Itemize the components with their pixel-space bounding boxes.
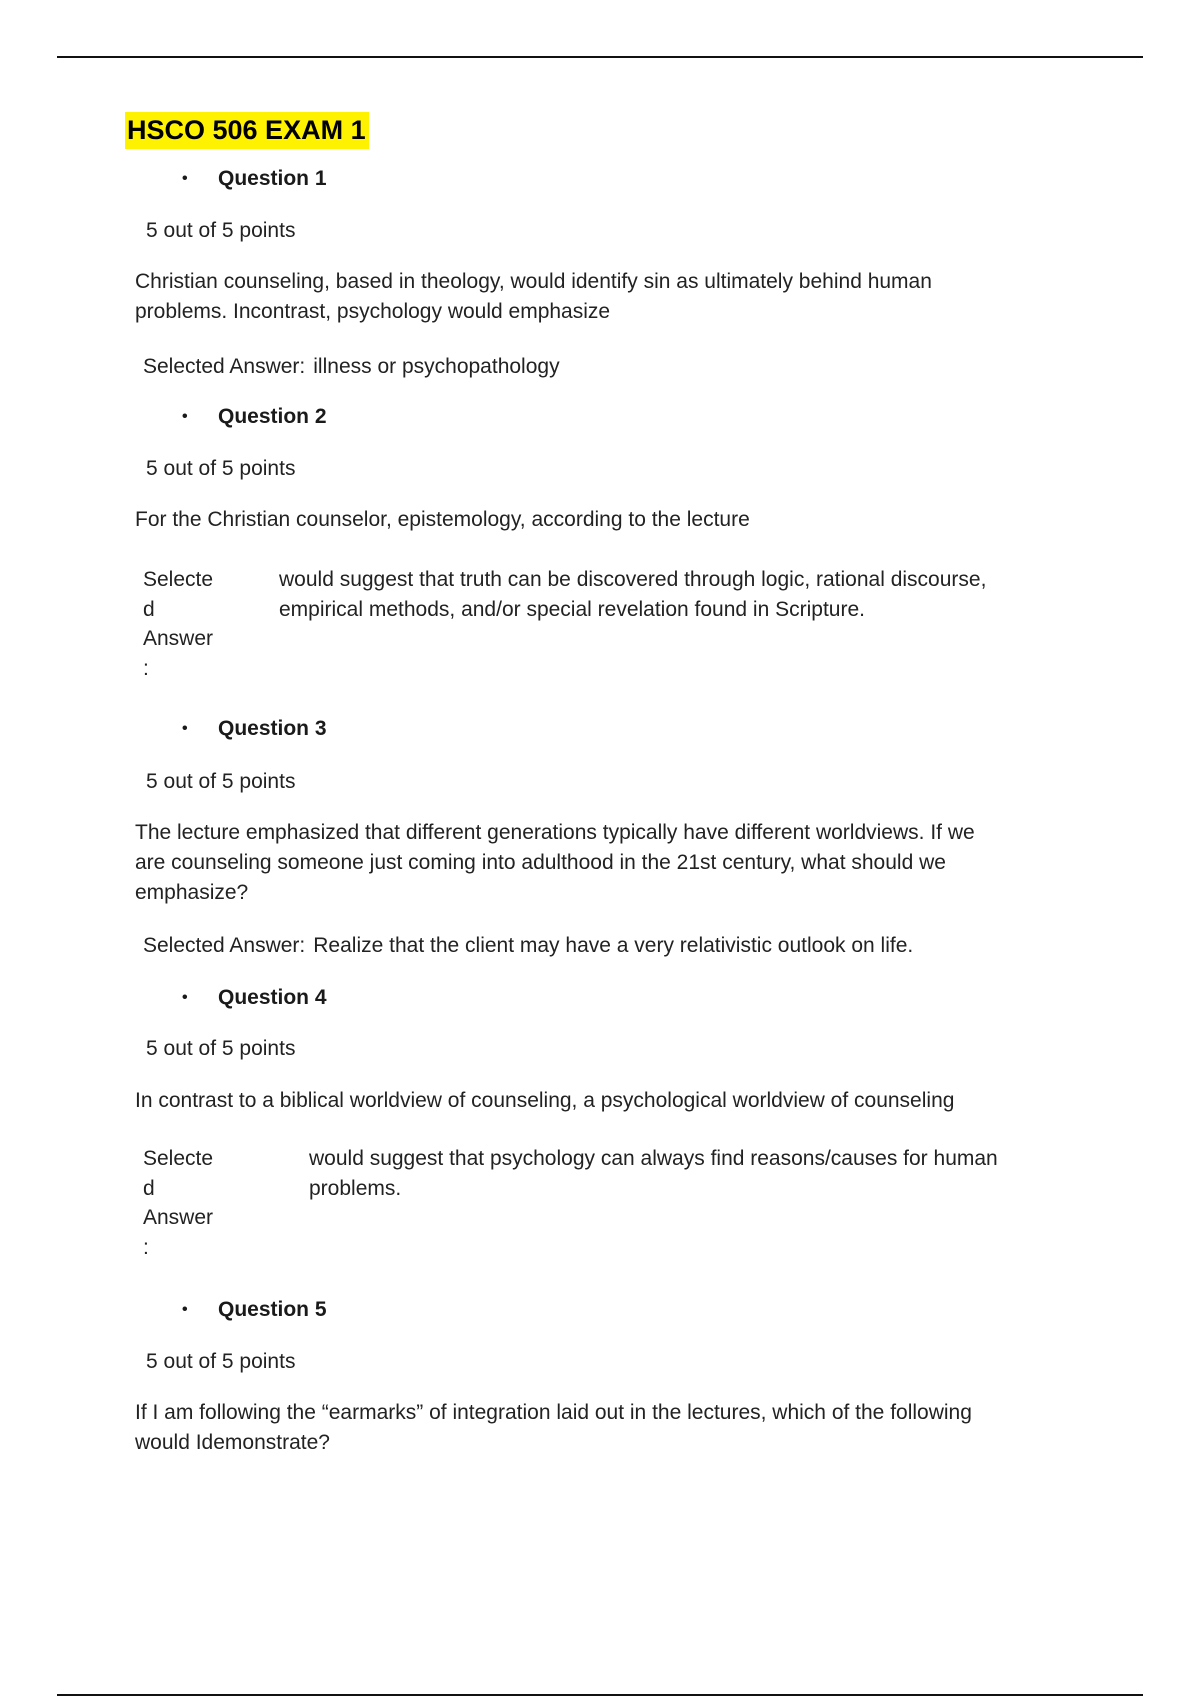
question-5-heading bbox=[182, 1297, 327, 1323]
prompt-line: If I am following the “earmarks” of integration laid out in the lectures, which of the following bbox=[135, 1401, 972, 1424]
selected-answer-label: Selected Answer: bbox=[143, 355, 306, 378]
bullet-icon: • bbox=[182, 1301, 188, 1318]
bullet-icon: • bbox=[182, 170, 188, 187]
question-2-selected-answer bbox=[143, 565, 1043, 685]
prompt-line: In contrast to a biblical worldview of counseling, a psychological worldview of counseling bbox=[135, 1089, 955, 1112]
question-3-prompt bbox=[135, 818, 1035, 908]
question-1-selected-answer bbox=[143, 354, 560, 380]
question-4-selected-answer bbox=[143, 1144, 1043, 1264]
selected-answer-label: Selecte d Answer : bbox=[143, 1147, 214, 1259]
question-5-prompt bbox=[135, 1398, 1035, 1458]
selected-answer-value: illness or psychopathology bbox=[313, 355, 560, 378]
question-1-points: 5 out of 5 points bbox=[146, 219, 296, 242]
top-rule bbox=[57, 56, 1143, 58]
question-5-points: 5 out of 5 points bbox=[146, 1350, 296, 1373]
question-3-heading bbox=[182, 716, 327, 742]
question-1-label: Question 1 bbox=[218, 167, 327, 190]
exam-title: HSCO 506 EXAM 1 bbox=[125, 112, 369, 149]
selected-answer-value: would suggest that truth can be discovered through logic, rational discourse, empirical methods, and/or special revelation found in Scripture. bbox=[279, 568, 987, 621]
question-2-prompt bbox=[135, 505, 1035, 535]
selected-answer-label: Selected Answer: bbox=[143, 934, 306, 957]
selected-answer-value: would suggest that psychology can always find reasons/causes for human problems. bbox=[309, 1147, 998, 1200]
prompt-line: The lecture emphasized that different generations typically have different worldviews. If we bbox=[135, 821, 975, 844]
question-2-label: Question 2 bbox=[218, 405, 327, 428]
prompt-line: would Idemonstrate? bbox=[135, 1431, 330, 1454]
prompt-line: problems. Incontrast, psychology would emphasize bbox=[135, 300, 611, 323]
question-1-heading bbox=[182, 166, 327, 192]
question-3-selected-answer bbox=[143, 933, 913, 959]
bullet-icon: • bbox=[182, 720, 188, 737]
selected-answer-value: Realize that the client may have a very relativistic outlook on life. bbox=[313, 934, 914, 957]
prompt-line: For the Christian counselor, epistemology, according to the lecture bbox=[135, 508, 750, 531]
question-1-prompt bbox=[135, 267, 1035, 327]
question-3-points: 5 out of 5 points bbox=[146, 770, 296, 793]
prompt-line: emphasize? bbox=[135, 881, 249, 904]
question-4-prompt bbox=[135, 1086, 1035, 1116]
question-4-label: Question 4 bbox=[218, 986, 327, 1009]
question-5-label: Question 5 bbox=[218, 1298, 327, 1321]
question-2-points: 5 out of 5 points bbox=[146, 457, 296, 480]
bottom-rule bbox=[57, 1694, 1143, 1696]
prompt-line: are counseling someone just coming into adulthood in the 21st century, what should we bbox=[135, 851, 946, 874]
selected-answer-label: Selecte d Answer : bbox=[143, 568, 214, 680]
question-4-heading bbox=[182, 985, 327, 1011]
question-2-heading bbox=[182, 404, 327, 430]
bullet-icon: • bbox=[182, 989, 188, 1006]
question-3-label: Question 3 bbox=[218, 717, 327, 740]
question-4-points: 5 out of 5 points bbox=[146, 1037, 296, 1060]
prompt-line: Christian counseling, based in theology, would identify sin as ultimately behind human bbox=[135, 270, 932, 293]
bullet-icon: • bbox=[182, 408, 188, 425]
